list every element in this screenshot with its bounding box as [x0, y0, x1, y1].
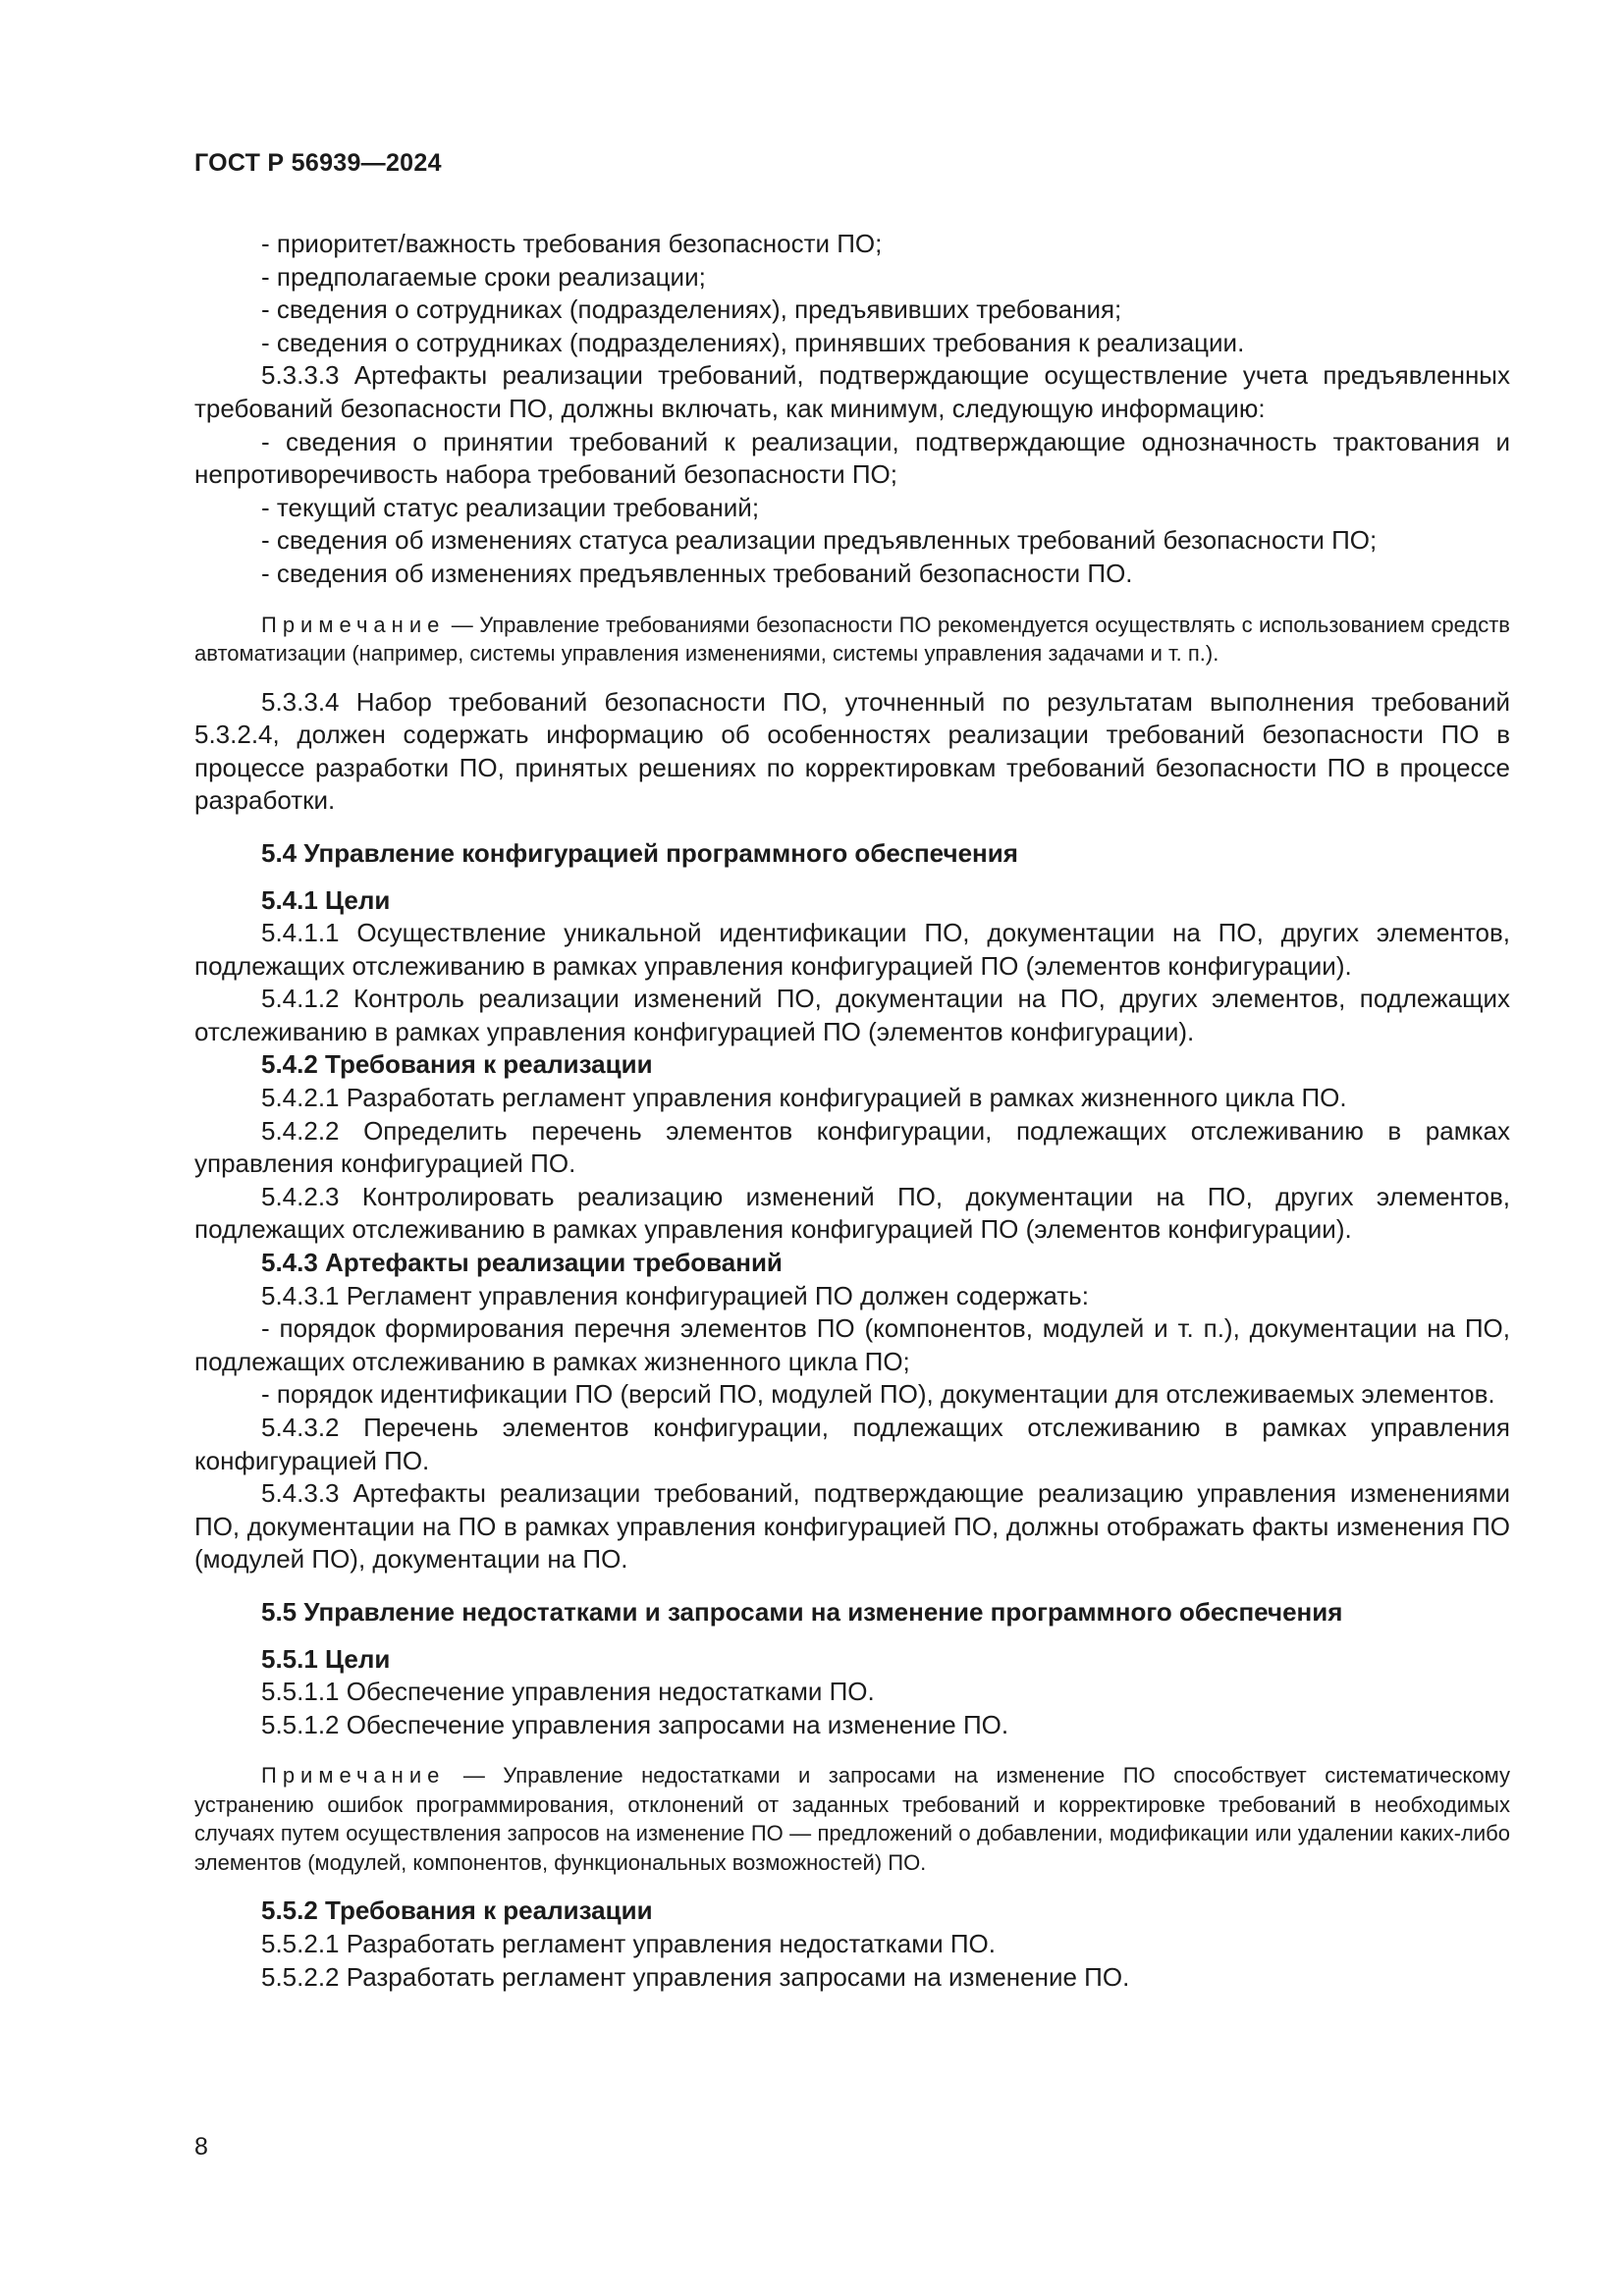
section-title-5-5: 5.5 Управление недостатками и запросами на изменение программного обеспечения — [261, 1596, 1343, 1627]
subsection-title-5-5-1: 5.5.1 Цели — [261, 1643, 391, 1674]
paragraph-5-4-2-3: 5.4.2.3 Контролировать реализацию изменений ПО, документации на ПО, других элементов, подлежащих отслеживанию в рамках управления конфигурацией ПО (элементов конфигурации). — [194, 1181, 1510, 1245]
page-content — [194, 228, 1510, 1994]
subsection-title-5-4-2: 5.4.2 Требования к реализации — [261, 1049, 653, 1080]
paragraph-5-3-3-3: 5.3.3.3 Артефакты реализации требований, подтверждающие осуществление учета предъявленных требований безопасности ПО, должны включать, как минимум, следующую информацию: — [194, 360, 1510, 423]
document-header: ГОСТ Р 56939—2024 — [194, 149, 442, 177]
list-item: - текущий статус реализации требований; — [261, 492, 760, 522]
list-item: - сведения об изменениях предъявленных требований безопасности ПО. — [261, 558, 1133, 588]
paragraph-5-4-2-2: 5.4.2.2 Определить перечень элементов конфигурации, подлежащих отслеживанию в рамках управления конфигурацией ПО. — [194, 1115, 1510, 1179]
paragraph-5-4-1-2: 5.4.1.2 Контроль реализации изменений ПО, документации на ПО, других элементов, подлежащих отслеживанию в рамках управления конфигурацией ПО (элементов конфигурации). — [194, 984, 1510, 1046]
list-item: - порядок формирования перечня элементов ПО (компонентов, модулей и т. п.), документации на ПО, подлежащих отслеживанию в рамках жизненного цикла ПО; — [194, 1313, 1510, 1376]
paragraph-5-5-1-1: 5.5.1.1 Обеспечение управления недостатками ПО. — [261, 1677, 875, 1707]
note-defects-management — [194, 1761, 1510, 1877]
list-item: - предполагаемые сроки реализации; — [261, 261, 706, 292]
subsection-title-5-5-2: 5.5.2 Требования к реализации — [261, 1896, 653, 1926]
section-title-5-4: 5.4 Управление конфигурацией программного обеспечения — [261, 837, 1018, 868]
paragraph-5-4-1-1: 5.4.1.1 Осуществление уникальной идентификации ПО, документации на ПО, других элементов, подлежащих отслеживанию в рамках управления конфигурацией ПО (элементов конфигурации). — [194, 918, 1510, 981]
page-number: 8 — [194, 2133, 208, 2161]
list-item: - порядок идентификации ПО (версий ПО, модулей ПО), документации для отслеживаемых элементов. — [261, 1379, 1495, 1410]
paragraph-5-5-2-1: 5.5.2.1 Разработать регламент управления недостатками ПО. — [261, 1928, 996, 1958]
paragraph-5-3-3-4: 5.3.3.4 Набор требований безопасности ПО, уточненный по результатам выполнения требований 5.3.2.4, должен содержать информацию об особенностях реализации требований безопасности ПО в процессе разработки ПО, принятых решениях по корректировкам требований безопасности ПО в процессе разработки. — [194, 686, 1510, 816]
note-text: — Управление требованиями безопасности ПО рекомендуется осуществлять с использованием средств автоматизации (например, системы управления изменениями, системы управления задачами и т. п.). — [194, 612, 1510, 667]
list-item: - сведения о сотрудниках (подразделениях), принявших требования к реализации. — [261, 327, 1245, 357]
list-item: - сведения об изменениях статуса реализации предъявленных требований безопасности ПО; — [261, 525, 1378, 556]
subsection-title-5-4-3: 5.4.3 Артефакты реализации требований — [261, 1248, 783, 1278]
paragraph-5-4-2-1: 5.4.2.1 Разработать регламент управления конфигурацией в рамках жизненного цикла ПО. — [261, 1083, 1347, 1113]
subsection-title-5-4-1: 5.4.1 Цели — [261, 884, 391, 915]
paragraph-5-4-3-3: 5.4.3.3 Артефакты реализации требований, подтверждающие реализацию управления изменениями ПО, документации на ПО в рамках управления конфигурацией ПО, должны отображать факты изменения ПО (модулей ПО), документации на ПО. — [194, 1478, 1510, 1575]
list-item: - сведения о принятии требований к реализации, подтверждающие однозначность трактования и непротиворечивость набора требований безопасности ПО; — [194, 426, 1510, 490]
list-item: - приоритет/важность требования безопасности ПО; — [261, 229, 883, 258]
paragraph-5-4-3-2: 5.4.3.2 Перечень элементов конфигурации, подлежащих отслеживанию в рамках управления конфигурацией ПО. — [194, 1413, 1510, 1475]
note-requirements-automation — [194, 611, 1510, 668]
note-text: — Управление недостатками и запросами на изменение ПО способствует систематическому устранению ошибок программирования, отклонений от заданных требований и корректировке требований в необходимых случаях путем осуществления запросов на изменение ПО — предложений о добавлении, модификации или удалении каких-либо элементов (модулей, компонентов, функциональных возможностей) ПО. — [194, 1763, 1510, 1875]
paragraph-5-4-3-1: 5.4.3.1 Регламент управления конфигурацией ПО должен содержать: — [261, 1280, 1089, 1310]
note-label: Примечание — [261, 612, 446, 637]
paragraph-5-5-1-2: 5.5.1.2 Обеспечение управления запросами на изменение ПО. — [261, 1709, 1009, 1739]
list-item: - сведения о сотрудниках (подразделениях), предъявивших требования; — [261, 294, 1122, 325]
paragraph-5-5-2-2: 5.5.2.2 Разработать регламент управления запросами на изменение ПО. — [261, 1961, 1130, 1992]
note-label: Примечание — [261, 1763, 446, 1789]
